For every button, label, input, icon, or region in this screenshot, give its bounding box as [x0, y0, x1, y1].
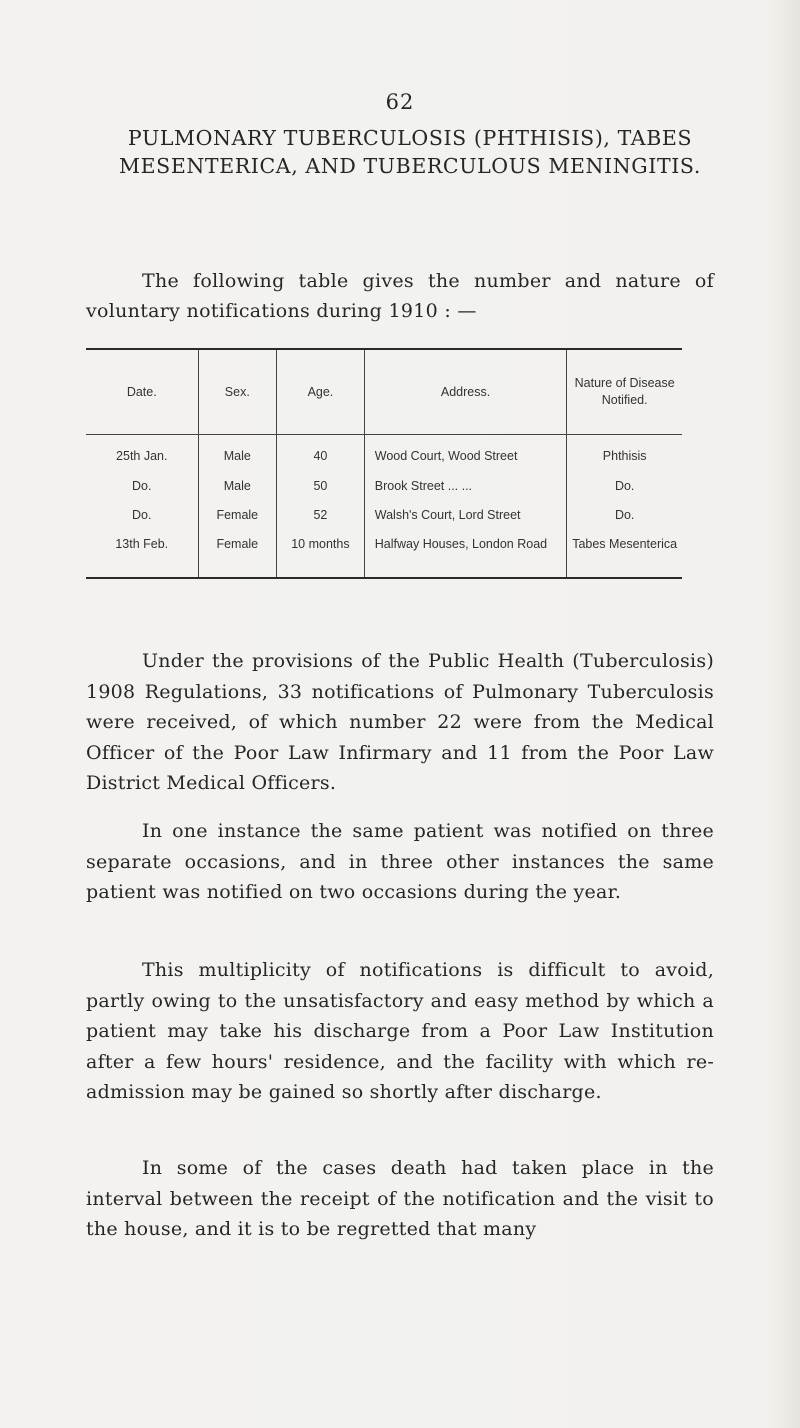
- header-date: Date.: [86, 349, 198, 435]
- cell-address: Halfway Houses, London Road: [364, 537, 567, 578]
- table-row: [86, 508, 682, 537]
- cell-address: Brook Street ... ...: [364, 479, 567, 508]
- cell-age: 10 months: [277, 537, 365, 578]
- section-title: PULMONARY TUBERCULOSIS (PHTHISIS), TABES MESENTERICA, AND TUBERCULOUS MENINGITIS.: [119, 126, 701, 178]
- body-paragraph: In one instance the same patient was notified on three separate occasions, and in three other instances the same patient was notified on two occasions during the year.: [86, 820, 714, 903]
- body-paragraph: Under the provisions of the Public Health (Tuberculosis) 1908 Regulations, 33 notifications of Pulmonary Tuberculosis were received, of which number 22 were from the Medical Officer of the Poor Law Infirmary and 11 from the Poor Law District Medical Officers.: [86, 650, 714, 794]
- notifications-table: [86, 348, 682, 579]
- cell-address: Walsh's Court, Lord Street: [364, 508, 567, 537]
- cell-sex: Male: [198, 435, 277, 480]
- cell-sex: Female: [198, 508, 277, 537]
- cell-sex: Female: [198, 537, 277, 578]
- notifications-table-wrapper: [86, 348, 682, 579]
- cell-age: 40: [277, 435, 365, 480]
- cell-nature: Do.: [567, 479, 682, 508]
- body-paragraph: In some of the cases death had taken place in the interval between the receipt of the notification and the visit to the house, and it is to be regretted that many: [86, 1157, 714, 1240]
- header-sex: Sex.: [198, 349, 277, 435]
- cell-sex: Male: [198, 479, 277, 508]
- table-header-row: [86, 349, 682, 435]
- intro-paragraph: The following table gives the number and nature of voluntary notifications during 1910 : —: [86, 270, 714, 322]
- header-address: Address.: [364, 349, 567, 435]
- cell-nature: Phthisis: [567, 435, 682, 480]
- cell-nature: Tabes Mesenterica: [567, 537, 682, 578]
- cell-date: Do.: [132, 508, 152, 522]
- header-nature: Nature of Disease Notified.: [567, 349, 682, 435]
- table-row: [86, 435, 682, 480]
- cell-age: 52: [277, 508, 365, 537]
- body-paragraph: This multiplicity of notifications is difficult to avoid, partly owing to the unsatisfactory and easy method by which a patient may take his discharge from a Poor Law Institution after a few hours' residence, and the facility with which re-admission may be gained so shortly after discharge.: [86, 959, 714, 1103]
- table-row: [86, 537, 682, 578]
- header-age: Age.: [277, 349, 365, 435]
- table-row: [86, 479, 682, 508]
- cell-date: 13th Feb.: [115, 537, 169, 551]
- cell-date: 25th Jan.: [116, 449, 168, 463]
- cell-address: Wood Court, Wood Street: [364, 435, 567, 480]
- cell-age: 50: [277, 479, 365, 508]
- cell-nature: Do.: [567, 508, 682, 537]
- cell-date: Do.: [132, 479, 152, 493]
- page-number: 62: [385, 90, 415, 114]
